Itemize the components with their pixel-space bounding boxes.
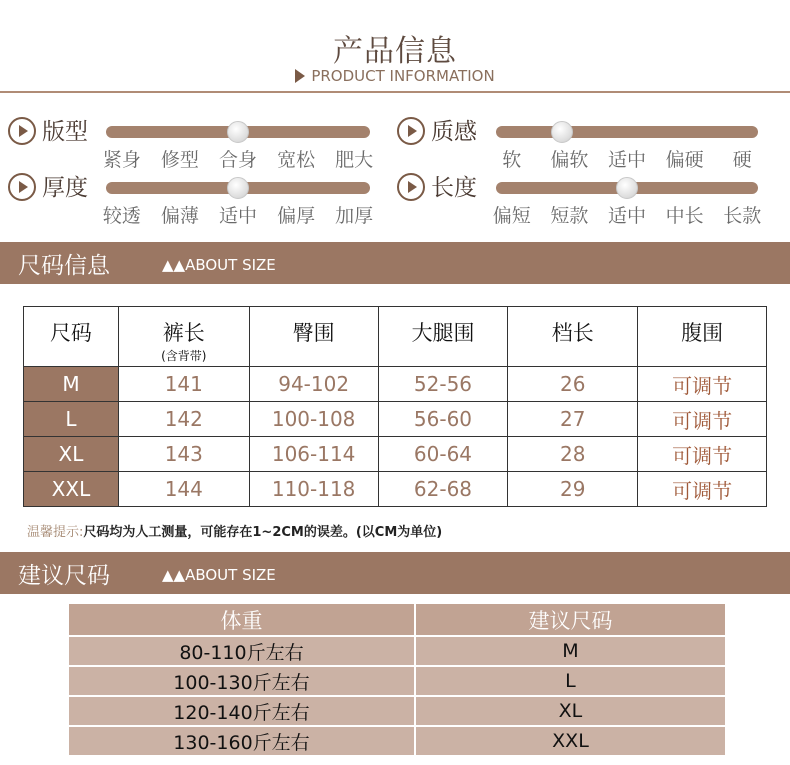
- option: 修型: [160, 149, 199, 171]
- table-cell: 142: [118, 402, 249, 437]
- triangle-circle-icon: [8, 173, 36, 201]
- table-cell: 可调节: [638, 402, 767, 437]
- header-cell-text: 裤长: [162, 321, 205, 345]
- table-cell: 52-56: [378, 367, 508, 402]
- attribute-label: 厚度: [42, 175, 88, 201]
- option: 适中: [607, 205, 647, 227]
- option: 加厚: [335, 205, 374, 227]
- table-cell: 100-108: [249, 402, 378, 437]
- suggest-table: [67, 602, 727, 757]
- table-cell: 27: [508, 402, 638, 437]
- option: 合身: [218, 149, 258, 171]
- option: 软: [502, 149, 522, 171]
- attribute-texture: [397, 117, 762, 173]
- option: 中长: [665, 205, 704, 227]
- table-cell: 80-110斤左右: [68, 636, 415, 666]
- suggest-section-subtitle: ▲▲ABOUT SIZE: [162, 566, 276, 584]
- size-cell: XXL: [24, 472, 119, 507]
- size-cell: L: [24, 402, 119, 437]
- triangle-circle-icon: [397, 117, 425, 145]
- option: 适中: [218, 205, 258, 227]
- table-cell: M: [415, 636, 726, 666]
- option: 长款: [723, 205, 762, 227]
- triangle-right-icon: [295, 69, 305, 83]
- header-cell: 档长: [508, 307, 638, 367]
- attribute-track: [106, 182, 370, 194]
- table-row: [68, 726, 726, 756]
- attribute-knob: [551, 121, 573, 143]
- table-header-row: [24, 307, 767, 367]
- tip-label: 温馨提示:: [27, 525, 84, 540]
- table-row: [24, 367, 767, 402]
- header-cell: 臀围: [249, 307, 378, 367]
- size-section-title: 尺码信息: [18, 253, 110, 279]
- option: 短款: [550, 205, 589, 227]
- option: 偏薄: [160, 205, 199, 227]
- table-cell: 29: [508, 472, 638, 507]
- option: 偏厚: [277, 205, 316, 227]
- size-cell: M: [24, 367, 119, 402]
- table-cell: 可调节: [638, 437, 767, 472]
- size-section-bar: [0, 242, 790, 284]
- table-cell: XL: [415, 696, 726, 726]
- table-cell: 143: [118, 437, 249, 472]
- attribute-track: [106, 126, 370, 138]
- header-cell-note: (含背带): [161, 349, 207, 363]
- option: 偏硬: [665, 149, 704, 171]
- attribute-track: [496, 126, 758, 138]
- table-cell: 62-68: [378, 472, 508, 507]
- table-cell: 130-160斤左右: [68, 726, 415, 756]
- table-cell: 26: [508, 367, 638, 402]
- suggest-section-bar: [0, 552, 790, 594]
- table-cell: L: [415, 666, 726, 696]
- attribute-thickness: [8, 173, 373, 229]
- table-row: [24, 402, 767, 437]
- page-title: 产品信息: [333, 34, 457, 69]
- attribute-knob: [227, 177, 249, 199]
- table-row: [68, 696, 726, 726]
- table-cell: 141: [118, 367, 249, 402]
- option: 宽松: [277, 149, 316, 171]
- table-cell: 28: [508, 437, 638, 472]
- option: 较透: [102, 205, 141, 227]
- table-cell: 100-130斤左右: [68, 666, 415, 696]
- header-cell: 建议尺码: [415, 603, 726, 636]
- attribute-label: 质感: [431, 119, 477, 145]
- table-row: [68, 666, 726, 696]
- table-row: [24, 437, 767, 472]
- page-subtitle-text: PRODUCT INFORMATION: [311, 67, 495, 85]
- size-section-subtitle: ▲▲ABOUT SIZE: [162, 256, 276, 274]
- option: 偏短: [492, 205, 531, 227]
- attribute-label: 长度: [431, 175, 477, 201]
- header-cell: 大腿围: [378, 307, 508, 367]
- option: 肥大: [335, 149, 374, 171]
- header-divider: [0, 91, 790, 93]
- option: 偏软: [550, 149, 589, 171]
- attribute-knob: [616, 177, 638, 199]
- option: 硬: [732, 149, 752, 171]
- header-cell: 尺码: [24, 307, 119, 367]
- attribute-track: [496, 182, 758, 194]
- table-cell: 56-60: [378, 402, 508, 437]
- size-cell: XL: [24, 437, 119, 472]
- table-cell: 144: [118, 472, 249, 507]
- table-header-row: [68, 603, 726, 636]
- measurement-tip: [27, 521, 442, 540]
- tip-text: 尺码均为人工测量，可能存在1~2CM的误差。(以CM为单位): [83, 525, 443, 540]
- attribute-knob: [227, 121, 249, 143]
- table-cell: 106-114: [249, 437, 378, 472]
- option: 紧身: [102, 149, 141, 171]
- table-row: [24, 472, 767, 507]
- header-cell: 腹围: [638, 307, 767, 367]
- table-cell: 94-102: [249, 367, 378, 402]
- suggest-section-title: 建议尺码: [18, 563, 110, 589]
- attribute-fit: [8, 117, 373, 173]
- table-cell: 110-118: [249, 472, 378, 507]
- attribute-length: [397, 173, 762, 229]
- size-table: [23, 306, 767, 507]
- header-cell: 体重: [68, 603, 415, 636]
- header-cell: [118, 307, 249, 367]
- table-cell: XXL: [415, 726, 726, 756]
- triangle-circle-icon: [397, 173, 425, 201]
- page-subtitle: [0, 67, 790, 85]
- table-cell: 可调节: [638, 472, 767, 507]
- table-cell: 可调节: [638, 367, 767, 402]
- attribute-label: 版型: [42, 119, 88, 145]
- table-row: [68, 636, 726, 666]
- triangle-circle-icon: [8, 117, 36, 145]
- table-cell: 120-140斤左右: [68, 696, 415, 726]
- option: 适中: [607, 149, 647, 171]
- table-cell: 60-64: [378, 437, 508, 472]
